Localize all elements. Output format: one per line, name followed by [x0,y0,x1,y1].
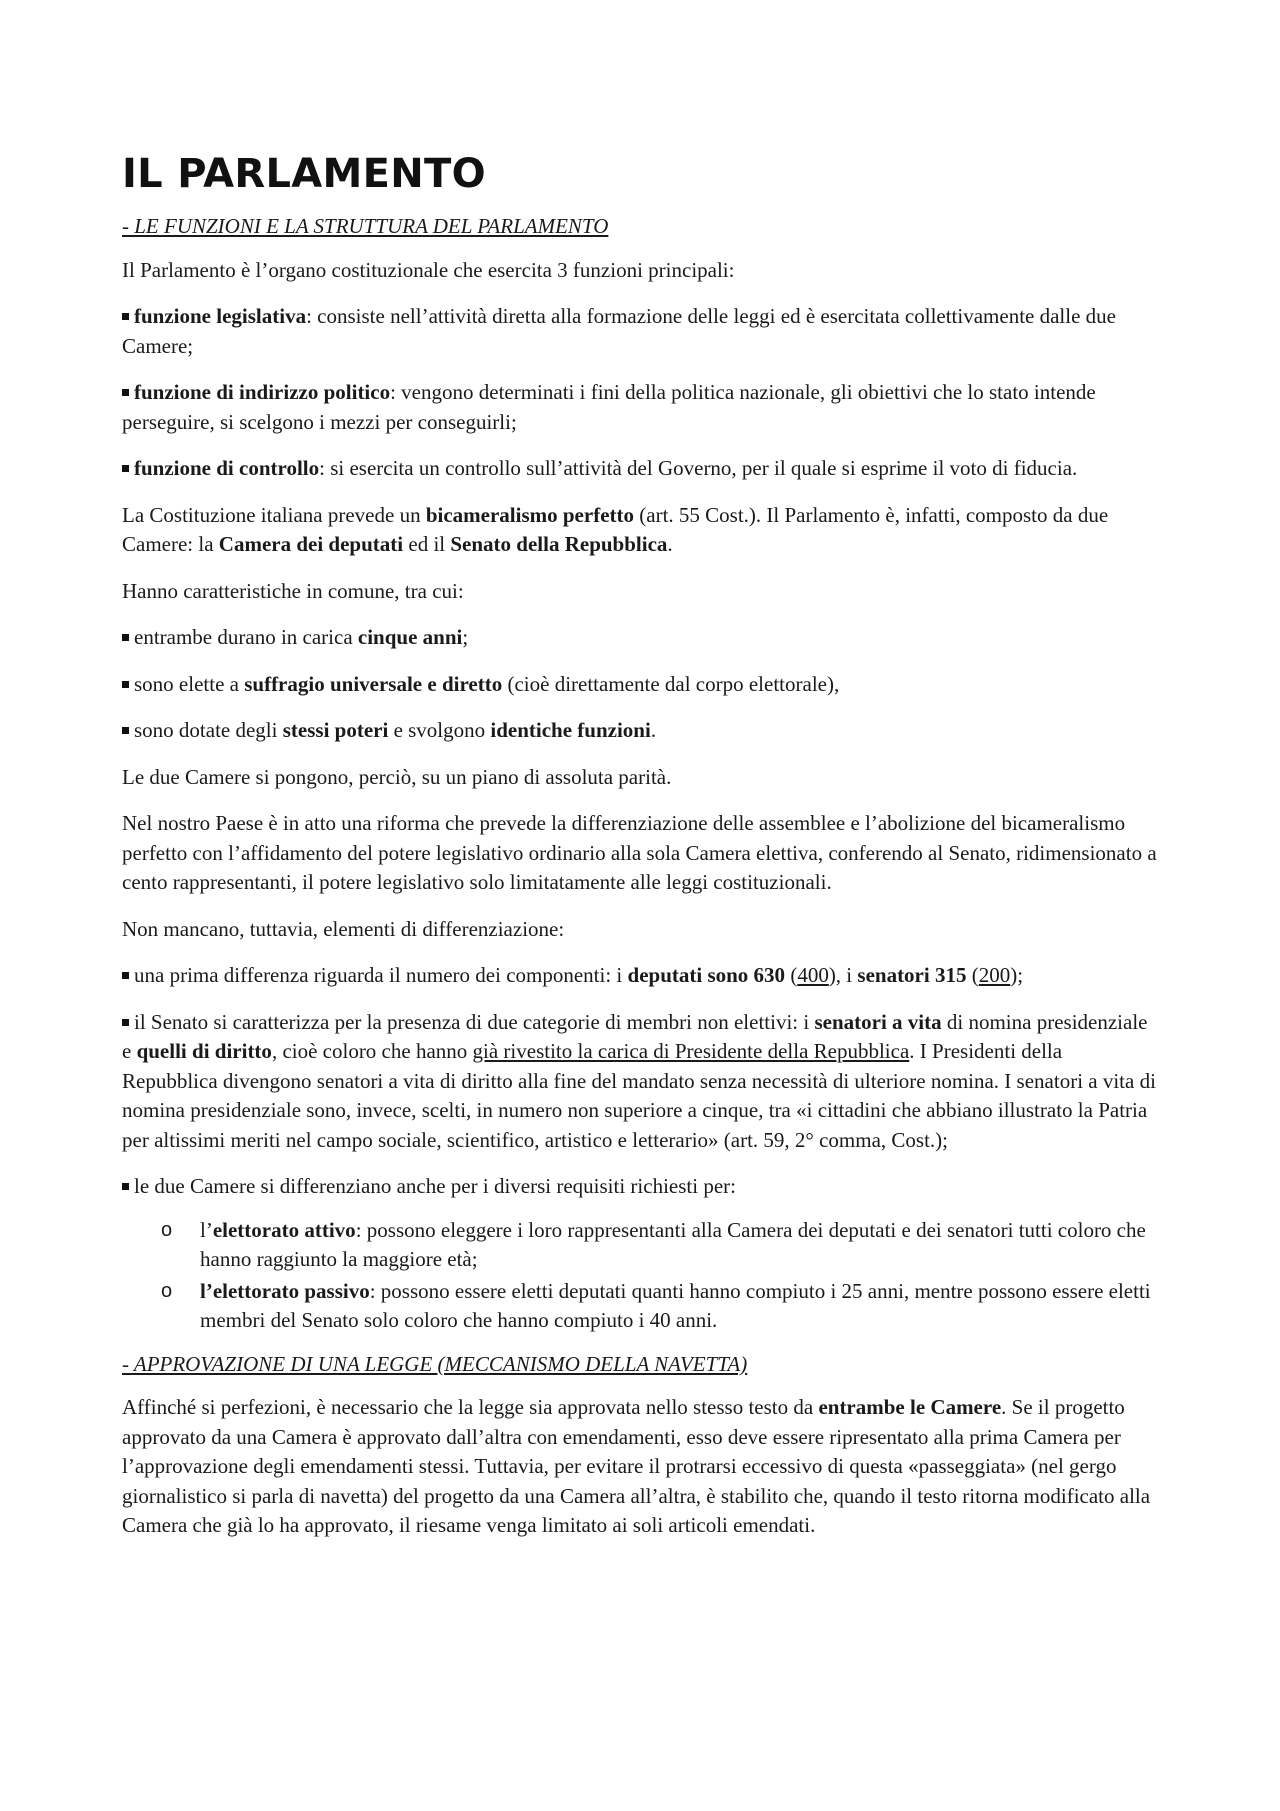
common-intro: Hanno caratteristiche in comune, tra cui: [122,578,464,603]
square-bullet-icon [122,313,129,320]
circle-bullet-icon: o [161,1218,173,1241]
common-item: sono elette a suffragio universale e diretto (cioè direttamente dal corpo elettorale), [122,670,1162,700]
electorate-item: o l’elettorato attivo: possono eleggere i loro rappresentanti alla Camera dei deputati e dei senatori tutti coloro che hanno raggiunto la maggiore età; [161,1217,1146,1271]
square-bullet-icon [122,681,129,688]
function-item: funzione di indirizzo politico: vengono determinati i fini della politica nazionale, gli obiettivi che lo stato intende perseguire, si scelgono i mezzi per conseguirli; [122,380,1096,434]
square-bullet-icon [122,1183,129,1190]
circle-bullet-icon: o [161,1279,173,1302]
square-bullet-icon [122,972,129,979]
function-item: funzione legislativa: consiste nell’attività diretta alla formazione delle leggi ed è esercitata collettivamente dalle due Camere; [122,304,1116,358]
common-item: entrambe durano in carica cinque anni; [122,623,1162,653]
electorate-item: o l’elettorato passivo: possono essere eletti deputati quanti hanno compiuto i 25 anni, mentre possono essere eletti membri del Senato solo coloro che hanno compiuto i 40 anni. [161,1278,1151,1332]
difference-item: le due Camere si differenziano anche per i diversi requisiti richiesti per: [122,1172,1162,1202]
parity-paragraph: Le due Camere si pongono, perciò, su un piano di assoluta parità. [122,764,672,789]
square-bullet-icon [122,1019,129,1026]
intro-paragraph: Il Parlamento è l’organo costituzionale che esercita 3 funzioni principali: [122,257,735,282]
bicameralism-paragraph: La Costituzione italiana prevede un bicameralismo perfetto (art. 55 Cost.). Il Parlamento è, infatti, composto da due Camere: la Camera dei deputati ed il Senato della Repubblica. [122,502,1109,556]
section-heading-navetta: - APPROVAZIONE DI UNA LEGGE (MECCANISMO DELLA NAVETTA) [122,1351,748,1376]
square-bullet-icon [122,727,129,734]
document-title: IL PARLAMENTO [122,151,486,197]
electorate-list [122,1216,1162,1336]
function-item: funzione di controllo: si esercita un controllo sull’attività del Governo, per il quale si esprime il voto di fiducia. [122,454,1162,484]
common-item: sono dotate degli stessi poteri e svolgono identiche funzioni. [122,716,1162,746]
navetta-paragraph: Affinché si perfezioni, è necessario che la legge sia approvata nello stesso testo da entrambe le Camere. Se il progetto approvato da una Camera è approvato dall’altra con emendamenti, esso deve essere ripresentato alla prima Camera per l’approvazione degli emendamenti stessi. Tuttavia, per evitare il protrarsi eccessivo di questa «passeggiata» (nel gergo giornalistico si parla di navetta) del progetto da una Camera all’altra, è stabilito che, quando il testo ritorna modificato alla Camera che già lo ha approvato, il riesame venga limitato ai soli articoli emendati. [122,1395,1151,1537]
square-bullet-icon [122,389,129,396]
difference-item: una prima differenza riguarda il numero dei componenti: i deputati sono 630 (400), i senatori 315 (200); [122,961,1162,991]
section-heading-funzioni: - LE FUNZIONI E LA STRUTTURA DEL PARLAMENTO [122,214,609,238]
reform-paragraph: Nel nostro Paese è in atto una riforma che prevede la differenziazione delle assemblee e l’abolizione del bicameralismo perfetto con l’affidamento del potere legislativo ordinario alla sola Camera elettiva, conferendo al Senato, ridimensionato a cento rappresentanti, il potere legislativo solo limitatamente alle leggi costituzionali. [122,811,1157,894]
difference-item: il Senato si caratterizza per la presenza di due categorie di membri non elettivi: i senatori a vita di nomina presidenziale e quelli di diritto, cioè coloro che hanno già rivestito la carica di Presidente della Repubblica. I Presidenti della Repubblica divengono senatori a vita di diritto alla fine del mandato senza necessità di ulteriore nomina. I senatori a vita di nomina presidenziale sono, invece, scelti, in numero non superiore a cinque, tra «i cittadini che abbiano illustrato la Patria per altissimi meriti nel campo sociale, scientifico, artistico e letterario» (art. 59, 2° comma, Cost.); [122,1009,1156,1152]
square-bullet-icon [122,634,129,641]
square-bullet-icon [122,465,129,472]
difference-intro: Non mancano, tuttavia, elementi di differenziazione: [122,916,565,941]
